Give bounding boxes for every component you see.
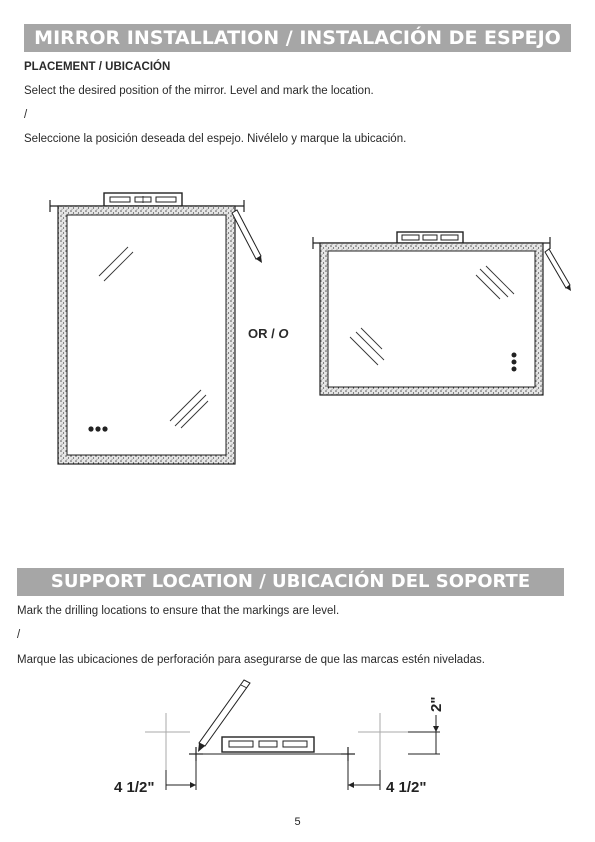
- dimension-left-label: 4 1/2": [114, 779, 155, 796]
- landscape-mirror-illustration: [310, 228, 580, 403]
- level-tool-icon: [222, 737, 314, 752]
- dimension-vertical-label: 2": [428, 696, 445, 712]
- page-number: 5: [294, 816, 301, 828]
- placement-instruction-es: Seleccione la posición deseada del espejo. Nivélelo y marque la ubicación.: [24, 133, 407, 145]
- touch-buttons-icon: [88, 426, 107, 431]
- section-title-support-location: SUPPORT LOCATION / UBICACIÓN DEL SOPORTE: [17, 568, 564, 596]
- dimension-right-label: 4 1/2": [386, 779, 427, 796]
- placement-instruction-en: Select the desired position of the mirror. Level and mark the location.: [24, 85, 374, 97]
- support-instruction-es: Marque las ubicaciones de perforación para asegurarse de que las marcas estén niveladas.: [17, 654, 485, 666]
- placement-subheading: PLACEMENT / UBICACIÓN: [24, 61, 171, 73]
- support-instruction-en: Mark the drilling locations to ensure that the markings are level.: [17, 605, 340, 617]
- level-tool-icon: [104, 193, 182, 206]
- or-label: OR / O: [248, 326, 289, 341]
- portrait-mirror-illustration: [48, 188, 268, 478]
- touch-buttons-icon: [512, 353, 517, 372]
- pencil-icon: [545, 249, 571, 291]
- pencil-icon: [232, 210, 262, 263]
- placement-separator: /: [24, 109, 28, 121]
- section-title-mirror-installation: MIRROR INSTALLATION / INSTALACIÓN DE ESPEJO: [24, 24, 571, 52]
- drill-mark-right-icon: [341, 747, 355, 761]
- support-separator: /: [17, 629, 21, 641]
- level-tool-icon: [397, 232, 463, 243]
- support-location-diagram: [100, 672, 460, 802]
